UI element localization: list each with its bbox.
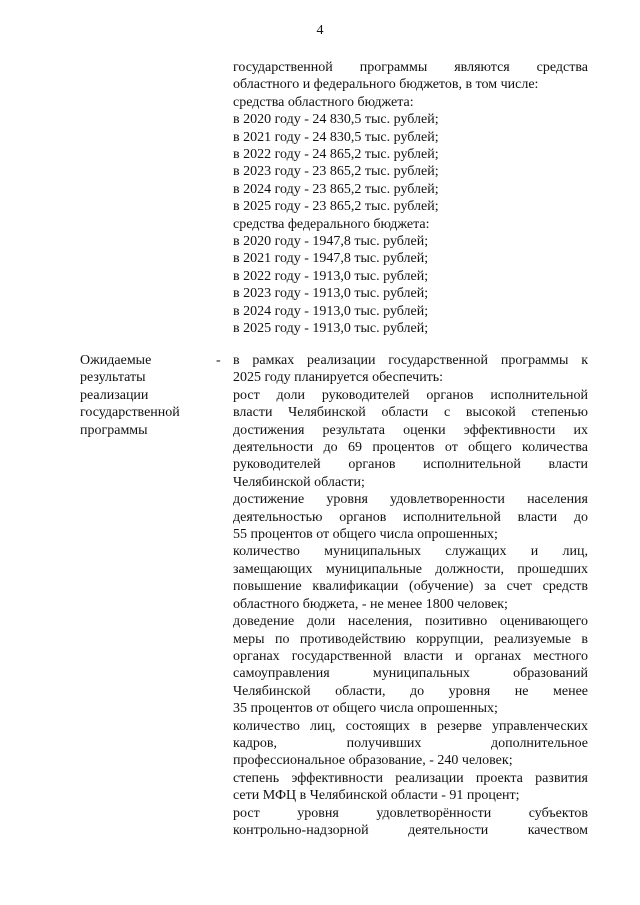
results-line: сети МФЦ в Челябинской области - 91 процент;: [233, 788, 520, 804]
funding-line: в 2024 году - 23 865,2 тыс. рублей;: [233, 181, 439, 197]
results-line: меры по противодействию коррупции, реализуемые в: [233, 631, 588, 647]
funding-line: в 2020 году - 24 830,5 тыс. рублей;: [233, 112, 439, 128]
results-line: 2025 году планируется обеспечить:: [233, 370, 444, 386]
results-line: 35 процентов от общего числа опрошенных;: [233, 701, 498, 717]
results-line: кадров, получивших дополнительное: [233, 735, 588, 751]
page-number: 4: [316, 23, 324, 38]
results-line: повышение квалификации (обучение) за счет средств: [233, 579, 588, 595]
funding-text-block: [233, 59, 588, 338]
results-label-line: реализации: [80, 387, 149, 403]
results-line: самоуправления муниципальных образований: [233, 666, 588, 682]
results-label-line: государственной: [80, 405, 180, 421]
funding-line: в 2025 году - 23 865,2 тыс. рублей;: [233, 199, 439, 215]
results-line: доведение доли населения, позитивно оценивающего: [233, 614, 588, 630]
funding-line: в 2025 году - 1913,0 тыс. рублей;: [233, 321, 429, 337]
results-line: Челябинской области;: [233, 474, 365, 490]
results-line: в рамках реализации государственной программы к: [233, 353, 588, 368]
results-line: количество муниципальных служащих и лиц,: [233, 544, 588, 560]
results-line: рост доли руководителей органов исполнительной: [233, 387, 588, 403]
funding-line: средства областного бюджета:: [233, 94, 414, 110]
funding-line: в 2022 году - 24 865,2 тыс. рублей;: [233, 147, 439, 163]
results-line: власти Челябинской области с высокой степенью: [233, 405, 588, 421]
results-label-line: результаты: [80, 370, 146, 386]
results-line: достижение уровня удовлетворенности населения: [233, 492, 588, 508]
row-dash: -: [216, 353, 221, 368]
results-line: деятельностью органов исполнительной власти до: [233, 509, 588, 525]
results-line: органах государственной власти и органах местного: [233, 648, 588, 664]
results-line: количество лиц, состоящих в резерве управленческих: [233, 718, 588, 734]
results-line: замещающих муниципальные должности, прошедших: [233, 561, 588, 577]
results-line: степень эффективности реализации проекта развития: [233, 770, 588, 786]
funding-line: в 2022 году - 1913,0 тыс. рублей;: [233, 268, 429, 284]
funding-line: в 2024 году - 1913,0 тыс. рублей;: [233, 303, 429, 319]
funding-line: в 2021 году - 1947,8 тыс. рублей;: [233, 251, 429, 267]
funding-line: в 2021 году - 24 830,5 тыс. рублей;: [233, 129, 439, 145]
results-label-line: Ожидаемые: [80, 353, 152, 368]
funding-line: государственной программы являются средства: [233, 60, 588, 75]
funding-line: средства федерального бюджета:: [233, 216, 430, 232]
results-line: руководителей органов исполнительной власти: [233, 457, 588, 473]
results-line: Челябинской области, до уровня не менее: [233, 683, 588, 699]
funding-line: в 2023 году - 23 865,2 тыс. рублей;: [233, 164, 439, 180]
results-line: 55 процентов от общего числа опрошенных;: [233, 527, 498, 543]
results-line: контрольно-надзорной деятельности качеством: [233, 822, 588, 838]
results-line: достижения результата оценки эффективности их: [233, 422, 588, 438]
results-line: деятельности до 69 процентов от общего количества: [233, 440, 588, 456]
funding-line: в 2023 году - 1913,0 тыс. рублей;: [233, 286, 429, 302]
results-line: областного бюджета, - не менее 1800 человек;: [233, 596, 508, 612]
funding-line: в 2020 году - 1947,8 тыс. рублей;: [233, 234, 429, 250]
results-label-line: программы: [80, 422, 148, 438]
results-line: профессиональное образование, - 240 человек;: [233, 753, 513, 769]
expected-results-text-block: [233, 352, 588, 839]
results-label: [80, 352, 220, 439]
funding-line: областного и федерального бюджетов, в том числе:: [233, 77, 539, 93]
results-line: рост уровня удовлетворённости субъектов: [233, 805, 588, 821]
